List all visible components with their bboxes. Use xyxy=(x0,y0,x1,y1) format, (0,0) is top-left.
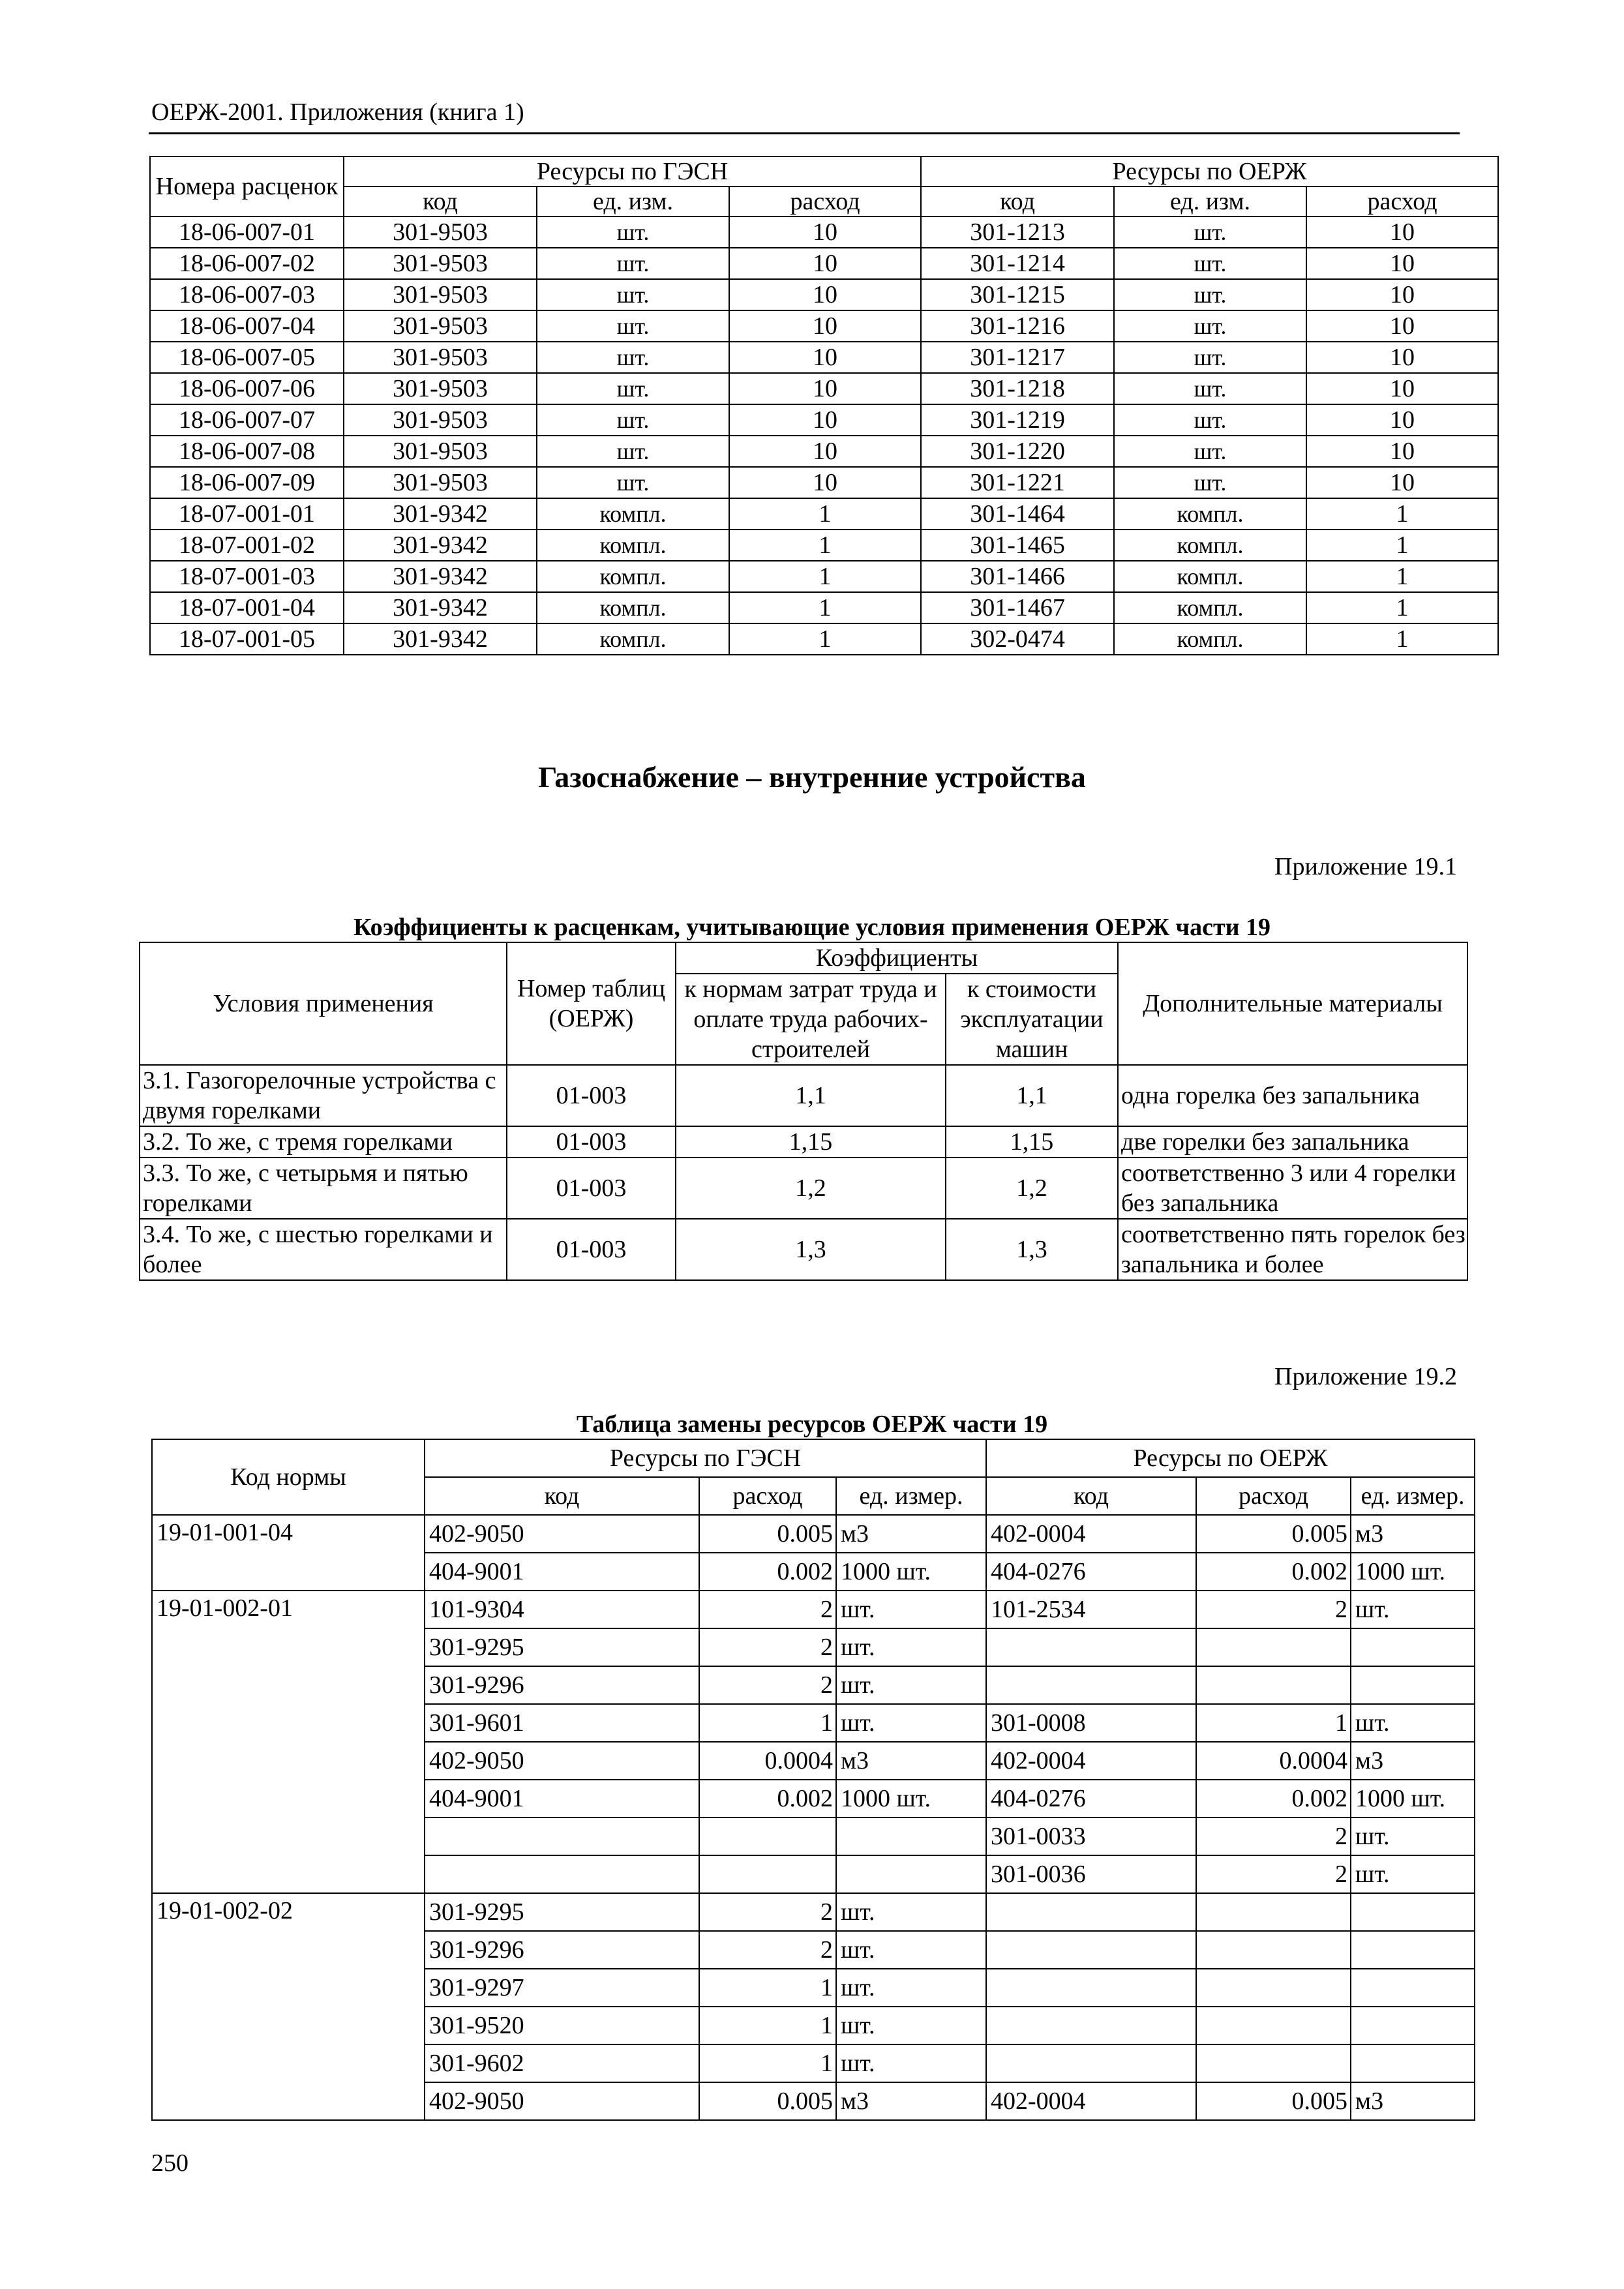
gesn-unit-cell: м3 xyxy=(836,2082,986,2120)
gesn-qty-cell: 1 xyxy=(729,530,921,561)
machine-coeff-cell: 1,2 xyxy=(946,1158,1118,1219)
oerzh-code-cell: 301-0036 xyxy=(986,1855,1196,1893)
gesn-unit-cell: шт. xyxy=(836,2007,986,2044)
gesn-qty-cell: 1 xyxy=(699,2044,836,2082)
oerzh-qty-cell: 0.005 xyxy=(1196,1515,1351,1553)
table-row xyxy=(150,217,1498,248)
table-row xyxy=(150,592,1498,623)
gesn-qty-cell: 1 xyxy=(729,623,921,655)
gesn-qty-cell: 2 xyxy=(699,1931,836,1969)
gesn-unit-cell: шт. xyxy=(537,217,729,248)
table-row xyxy=(152,1893,1475,1931)
table-row xyxy=(150,436,1498,467)
oerzh-code-cell: 301-1221 xyxy=(921,467,1114,498)
header-qty: расход xyxy=(729,187,921,217)
header-unit: ед. измер. xyxy=(836,1477,986,1515)
oerzh-unit-cell: шт. xyxy=(1114,217,1306,248)
gesn-code-cell: 404-9001 xyxy=(425,1553,699,1591)
oerzh-code-cell xyxy=(986,1893,1196,1931)
oerzh-code-cell: 301-0033 xyxy=(986,1818,1196,1855)
oerzh-qty-cell xyxy=(1196,2007,1351,2044)
rate-number-cell: 18-06-007-05 xyxy=(150,342,344,373)
oerzh-qty-cell: 1 xyxy=(1306,498,1498,530)
oerzh-code-cell: 301-1220 xyxy=(921,436,1114,467)
oerzh-qty-cell: 10 xyxy=(1306,248,1498,279)
gesn-unit-cell: шт. xyxy=(537,248,729,279)
oerzh-unit-cell: м3 xyxy=(1351,1515,1475,1553)
oerzh-code-cell: 301-1467 xyxy=(921,592,1114,623)
gesn-code-cell: 301-9342 xyxy=(344,561,537,592)
gesn-qty-cell: 1 xyxy=(699,1969,836,2007)
oerzh-code-cell xyxy=(986,1931,1196,1969)
oerzh-code-cell: 301-1217 xyxy=(921,342,1114,373)
gesn-unit-cell: м3 xyxy=(836,1515,986,1553)
table-row xyxy=(150,342,1498,373)
header-gesn: Ресурсы по ГЭСН xyxy=(344,157,921,187)
oerzh-code-cell: 301-1466 xyxy=(921,561,1114,592)
oerzh-qty-cell: 0.0004 xyxy=(1196,1742,1351,1780)
labor-coeff-cell: 1,2 xyxy=(676,1158,946,1219)
gesn-code-cell: 301-9520 xyxy=(425,2007,699,2044)
table-row xyxy=(140,1126,1467,1158)
table-row xyxy=(140,1219,1467,1280)
header-oerzh: Ресурсы по ОЕРЖ xyxy=(921,157,1498,187)
oerzh-qty-cell: 1 xyxy=(1196,1704,1351,1742)
oerzh-unit-cell: шт. xyxy=(1114,436,1306,467)
gesn-unit-cell: шт. xyxy=(836,1591,986,1628)
oerzh-qty-cell: 10 xyxy=(1306,217,1498,248)
oerzh-qty-cell: 1 xyxy=(1306,592,1498,623)
rate-number-cell: 18-06-007-07 xyxy=(150,404,344,436)
gesn-code-cell: 301-9503 xyxy=(344,279,537,310)
oerzh-code-cell: 301-1215 xyxy=(921,279,1114,310)
oerzh-qty-cell xyxy=(1196,1666,1351,1704)
norm-code-cell: 19-01-002-01 xyxy=(152,1591,425,1893)
header-qty: расход xyxy=(699,1477,836,1515)
gesn-code-cell: 301-9342 xyxy=(344,592,537,623)
gesn-code-cell xyxy=(425,1855,699,1893)
table-header-row xyxy=(152,1439,1475,1477)
table-caption: Таблица замены ресурсов ОЕРЖ части 19 xyxy=(576,1411,1048,1438)
oerzh-unit-cell: шт. xyxy=(1114,342,1306,373)
table-row xyxy=(140,1065,1467,1126)
gesn-code-cell: 301-9503 xyxy=(344,404,537,436)
gesn-qty-cell: 1 xyxy=(699,1704,836,1742)
gesn-unit-cell xyxy=(836,1818,986,1855)
oerzh-qty-cell: 0.005 xyxy=(1196,2082,1351,2120)
gesn-qty-cell: 10 xyxy=(729,436,921,467)
rate-number-cell: 18-06-007-04 xyxy=(150,310,344,342)
gesn-code-cell: 301-9297 xyxy=(425,1969,699,2007)
oerzh-unit-cell: компл. xyxy=(1114,498,1306,530)
gesn-code-cell: 301-9295 xyxy=(425,1628,699,1666)
gesn-qty-cell: 10 xyxy=(729,342,921,373)
header-norm-code: Код нормы xyxy=(152,1439,425,1515)
gesn-code-cell: 301-9601 xyxy=(425,1704,699,1742)
gesn-qty-cell: 1 xyxy=(699,2007,836,2044)
table-row xyxy=(150,467,1498,498)
gesn-code-cell: 402-9050 xyxy=(425,1515,699,1553)
table-row xyxy=(150,310,1498,342)
machine-coeff-cell: 1,1 xyxy=(946,1065,1118,1126)
oerzh-qty-cell: 10 xyxy=(1306,467,1498,498)
gesn-unit-cell: шт. xyxy=(537,373,729,404)
oerzh-code-cell: 402-0004 xyxy=(986,2082,1196,2120)
gesn-code-cell: 301-9602 xyxy=(425,2044,699,2082)
gesn-unit-cell: м3 xyxy=(836,1742,986,1780)
condition-cell: 3.3. То же, с четырьмя и пятью горелками xyxy=(140,1158,507,1219)
oerzh-unit-cell: шт. xyxy=(1114,310,1306,342)
machine-coeff-cell: 1,15 xyxy=(946,1126,1118,1158)
gesn-qty-cell: 0.002 xyxy=(699,1780,836,1818)
oerzh-unit-cell xyxy=(1351,1666,1475,1704)
rate-number-cell: 18-06-007-09 xyxy=(150,467,344,498)
oerzh-unit-cell xyxy=(1351,1969,1475,2007)
gesn-unit-cell: шт. xyxy=(537,404,729,436)
gesn-code-cell: 301-9503 xyxy=(344,310,537,342)
table-row xyxy=(150,373,1498,404)
labor-coeff-cell: 1,3 xyxy=(676,1219,946,1280)
oerzh-unit-cell xyxy=(1351,2044,1475,2082)
header-code: код xyxy=(986,1477,1196,1515)
gesn-code-cell: 301-9342 xyxy=(344,623,537,655)
gesn-qty-cell xyxy=(699,1818,836,1855)
oerzh-qty-cell: 10 xyxy=(1306,373,1498,404)
gesn-unit-cell: шт. xyxy=(537,436,729,467)
gesn-unit-cell: шт. xyxy=(537,310,729,342)
running-header: ОЕРЖ-2001. Приложения (книга 1) xyxy=(151,98,524,126)
gesn-code-cell: 101-9304 xyxy=(425,1591,699,1628)
header-labor-coeff: к нормам затрат труда и оплате труда рабочих-строителей xyxy=(676,974,946,1065)
header-code: код xyxy=(425,1477,699,1515)
header-additional-materials: Дополнительные материалы xyxy=(1118,942,1467,1065)
oerzh-code-cell: 301-1465 xyxy=(921,530,1114,561)
gesn-qty-cell: 10 xyxy=(729,404,921,436)
gesn-code-cell: 301-9503 xyxy=(344,217,537,248)
rate-number-cell: 18-07-001-04 xyxy=(150,592,344,623)
gesn-qty-cell: 10 xyxy=(729,279,921,310)
gesn-unit-cell: компл. xyxy=(537,592,729,623)
header-code: код xyxy=(344,187,537,217)
oerzh-code-cell: 301-1219 xyxy=(921,404,1114,436)
gesn-code-cell: 301-9503 xyxy=(344,436,537,467)
table-caption: Коэффициенты к расценкам, учитывающие условия применения ОЕРЖ части 19 xyxy=(353,914,1271,941)
header-machine-coeff: к стоимости эксплуатации машин xyxy=(946,974,1118,1065)
oerzh-code-cell: 301-1213 xyxy=(921,217,1114,248)
table-number-cell: 01-003 xyxy=(507,1065,676,1126)
gesn-unit-cell: 1000 шт. xyxy=(836,1553,986,1591)
header-table-number: Номер таблиц (ОЕРЖ) xyxy=(507,942,676,1065)
table-row xyxy=(150,530,1498,561)
oerzh-qty-cell: 2 xyxy=(1196,1591,1351,1628)
table-number-cell: 01-003 xyxy=(507,1158,676,1219)
gesn-unit-cell: шт. xyxy=(836,1893,986,1931)
gesn-code-cell: 402-9050 xyxy=(425,2082,699,2120)
oerzh-code-cell xyxy=(986,2007,1196,2044)
oerzh-qty-cell: 1 xyxy=(1306,561,1498,592)
section-title: Газоснабжение – внутренние устройства xyxy=(538,760,1086,794)
materials-cell: соответственно пять горелок без запальника и более xyxy=(1118,1219,1467,1280)
rate-number-cell: 18-06-007-01 xyxy=(150,217,344,248)
oerzh-qty-cell: 1 xyxy=(1306,623,1498,655)
oerzh-qty-cell: 0.002 xyxy=(1196,1553,1351,1591)
gesn-unit-cell: шт. xyxy=(836,1969,986,2007)
oerzh-unit-cell: шт. xyxy=(1351,1591,1475,1628)
oerzh-unit-cell: 1000 шт. xyxy=(1351,1780,1475,1818)
labor-coeff-cell: 1,1 xyxy=(676,1065,946,1126)
gesn-code-cell: 301-9296 xyxy=(425,1666,699,1704)
oerzh-code-cell: 404-0276 xyxy=(986,1780,1196,1818)
oerzh-qty-cell xyxy=(1196,1931,1351,1969)
gesn-code-cell: 301-9295 xyxy=(425,1893,699,1931)
oerzh-unit-cell xyxy=(1351,2007,1475,2044)
oerzh-unit-cell: компл. xyxy=(1114,530,1306,561)
rate-number-cell: 18-07-001-02 xyxy=(150,530,344,561)
header-conditions: Условия применения xyxy=(140,942,507,1065)
oerzh-unit-cell xyxy=(1351,1628,1475,1666)
oerzh-code-cell: 301-1464 xyxy=(921,498,1114,530)
header-code: код xyxy=(921,187,1114,217)
table-row xyxy=(140,1158,1467,1219)
coefficients-table xyxy=(139,942,1468,1281)
oerzh-code-cell xyxy=(986,1628,1196,1666)
gesn-unit-cell: шт. xyxy=(537,342,729,373)
oerzh-unit-cell: шт. xyxy=(1351,1855,1475,1893)
appendix-label: Приложение 19.1 xyxy=(1274,853,1457,880)
norm-code-cell: 19-01-001-04 xyxy=(152,1515,425,1591)
rate-number-cell: 18-06-007-06 xyxy=(150,373,344,404)
norm-code-cell: 19-01-002-02 xyxy=(152,1893,425,2120)
oerzh-unit-cell: м3 xyxy=(1351,1742,1475,1780)
materials-cell: одна горелка без запальника xyxy=(1118,1065,1467,1126)
gesn-qty-cell: 10 xyxy=(729,467,921,498)
gesn-code-cell: 402-9050 xyxy=(425,1742,699,1780)
gesn-unit-cell: шт. xyxy=(836,1704,986,1742)
table-row xyxy=(150,623,1498,655)
condition-cell: 3.4. То же, с шестью горелками и более xyxy=(140,1219,507,1280)
rate-number-cell: 18-06-007-08 xyxy=(150,436,344,467)
oerzh-unit-cell: м3 xyxy=(1351,2082,1475,2120)
page-number: 250 xyxy=(151,2149,188,2177)
resource-table-18 xyxy=(149,156,1499,655)
gesn-qty-cell: 2 xyxy=(699,1628,836,1666)
gesn-qty-cell: 0.0004 xyxy=(699,1742,836,1780)
oerzh-unit-cell: шт. xyxy=(1351,1704,1475,1742)
gesn-unit-cell: компл. xyxy=(537,498,729,530)
table-row xyxy=(150,248,1498,279)
oerzh-code-cell: 402-0004 xyxy=(986,1742,1196,1780)
oerzh-unit-cell: шт. xyxy=(1114,373,1306,404)
oerzh-unit-cell: шт. xyxy=(1114,279,1306,310)
gesn-unit-cell xyxy=(836,1855,986,1893)
oerzh-qty-cell: 10 xyxy=(1306,279,1498,310)
oerzh-unit-cell: компл. xyxy=(1114,592,1306,623)
gesn-qty-cell: 2 xyxy=(699,1666,836,1704)
gesn-unit-cell: шт. xyxy=(836,1931,986,1969)
gesn-code-cell: 404-9001 xyxy=(425,1780,699,1818)
gesn-qty-cell: 10 xyxy=(729,248,921,279)
gesn-code-cell: 301-9503 xyxy=(344,373,537,404)
oerzh-qty-cell: 2 xyxy=(1196,1855,1351,1893)
gesn-unit-cell: шт. xyxy=(836,1666,986,1704)
oerzh-code-cell: 402-0004 xyxy=(986,1515,1196,1553)
gesn-qty-cell: 0.002 xyxy=(699,1553,836,1591)
oerzh-qty-cell: 10 xyxy=(1306,436,1498,467)
gesn-unit-cell: 1000 шт. xyxy=(836,1780,986,1818)
rate-number-cell: 18-07-001-05 xyxy=(150,623,344,655)
gesn-code-cell xyxy=(425,1818,699,1855)
rate-number-cell: 18-06-007-03 xyxy=(150,279,344,310)
oerzh-code-cell xyxy=(986,2044,1196,2082)
oerzh-code-cell: 301-0008 xyxy=(986,1704,1196,1742)
gesn-qty-cell xyxy=(699,1855,836,1893)
oerzh-unit-cell: 1000 шт. xyxy=(1351,1553,1475,1591)
gesn-code-cell: 301-9342 xyxy=(344,530,537,561)
header-qty: расход xyxy=(1306,187,1498,217)
table-number-cell: 01-003 xyxy=(507,1126,676,1158)
oerzh-qty-cell: 1 xyxy=(1306,530,1498,561)
gesn-unit-cell: шт. xyxy=(836,2044,986,2082)
table-header-row xyxy=(140,942,1467,974)
gesn-qty-cell: 1 xyxy=(729,498,921,530)
gesn-code-cell: 301-9342 xyxy=(344,498,537,530)
oerzh-code-cell: 301-1216 xyxy=(921,310,1114,342)
oerzh-qty-cell: 2 xyxy=(1196,1818,1351,1855)
gesn-code-cell: 301-9503 xyxy=(344,248,537,279)
condition-cell: 3.1. Газогорелочные устройства с двумя горелками xyxy=(140,1065,507,1126)
gesn-qty-cell: 10 xyxy=(729,217,921,248)
gesn-code-cell: 301-9503 xyxy=(344,467,537,498)
gesn-qty-cell: 0.005 xyxy=(699,2082,836,2120)
table-header-row xyxy=(150,157,1498,187)
gesn-qty-cell: 0.005 xyxy=(699,1515,836,1553)
appendix-label: Приложение 19.2 xyxy=(1274,1363,1457,1390)
oerzh-code-cell xyxy=(986,1666,1196,1704)
header-gesn: Ресурсы по ГЭСН xyxy=(425,1439,986,1477)
oerzh-code-cell: 404-0276 xyxy=(986,1553,1196,1591)
gesn-qty-cell: 2 xyxy=(699,1591,836,1628)
rate-number-cell: 18-06-007-02 xyxy=(150,248,344,279)
gesn-qty-cell: 1 xyxy=(729,561,921,592)
oerzh-qty-cell: 10 xyxy=(1306,342,1498,373)
oerzh-unit-cell: компл. xyxy=(1114,561,1306,592)
gesn-qty-cell: 10 xyxy=(729,373,921,404)
oerzh-qty-cell: 10 xyxy=(1306,404,1498,436)
rate-number-cell: 18-07-001-03 xyxy=(150,561,344,592)
table-row xyxy=(152,1591,1475,1628)
table-number-cell: 01-003 xyxy=(507,1219,676,1280)
gesn-qty-cell: 2 xyxy=(699,1893,836,1931)
condition-cell: 3.2. То же, с тремя горелками xyxy=(140,1126,507,1158)
gesn-code-cell: 301-9296 xyxy=(425,1931,699,1969)
header-oerzh: Ресурсы по ОЕРЖ xyxy=(986,1439,1475,1477)
oerzh-unit-cell: шт. xyxy=(1114,467,1306,498)
resource-replacement-table xyxy=(151,1439,1475,2121)
gesn-unit-cell: компл. xyxy=(537,623,729,655)
header-rule xyxy=(149,132,1460,134)
rate-number-cell: 18-07-001-01 xyxy=(150,498,344,530)
oerzh-code-cell: 301-1218 xyxy=(921,373,1114,404)
header-qty: расход xyxy=(1196,1477,1351,1515)
gesn-unit-cell: шт. xyxy=(537,279,729,310)
oerzh-qty-cell xyxy=(1196,1628,1351,1666)
gesn-unit-cell: шт. xyxy=(537,467,729,498)
materials-cell: две горелки без запальника xyxy=(1118,1126,1467,1158)
labor-coeff-cell: 1,15 xyxy=(676,1126,946,1158)
table-row xyxy=(150,279,1498,310)
oerzh-code-cell: 101-2534 xyxy=(986,1591,1196,1628)
header-coefficients: Коэффициенты xyxy=(676,942,1118,974)
oerzh-unit-cell: компл. xyxy=(1114,623,1306,655)
oerzh-qty-cell xyxy=(1196,1893,1351,1931)
header-rate-numbers: Номера расценок xyxy=(150,157,344,217)
oerzh-unit-cell: шт. xyxy=(1114,248,1306,279)
oerzh-qty-cell: 10 xyxy=(1306,310,1498,342)
gesn-qty-cell: 10 xyxy=(729,310,921,342)
oerzh-unit-cell xyxy=(1351,1931,1475,1969)
gesn-unit-cell: компл. xyxy=(537,530,729,561)
materials-cell: соответственно 3 или 4 горелки без запальника xyxy=(1118,1158,1467,1219)
header-unit: ед. изм. xyxy=(1114,187,1306,217)
table-subheader-row xyxy=(150,187,1498,217)
oerzh-unit-cell: шт. xyxy=(1351,1818,1475,1855)
header-unit: ед. изм. xyxy=(537,187,729,217)
table-row xyxy=(150,561,1498,592)
gesn-code-cell: 301-9503 xyxy=(344,342,537,373)
oerzh-code-cell: 301-1214 xyxy=(921,248,1114,279)
table-row xyxy=(150,404,1498,436)
header-unit: ед. измер. xyxy=(1351,1477,1475,1515)
oerzh-qty-cell xyxy=(1196,2044,1351,2082)
oerzh-unit-cell: шт. xyxy=(1114,404,1306,436)
oerzh-qty-cell xyxy=(1196,1969,1351,2007)
oerzh-qty-cell: 0.002 xyxy=(1196,1780,1351,1818)
table-row xyxy=(152,1515,1475,1553)
oerzh-code-cell xyxy=(986,1969,1196,2007)
oerzh-code-cell: 302-0474 xyxy=(921,623,1114,655)
table-row xyxy=(150,498,1498,530)
machine-coeff-cell: 1,3 xyxy=(946,1219,1118,1280)
gesn-unit-cell: шт. xyxy=(836,1628,986,1666)
gesn-unit-cell: компл. xyxy=(537,561,729,592)
gesn-qty-cell: 1 xyxy=(729,592,921,623)
oerzh-unit-cell xyxy=(1351,1893,1475,1931)
